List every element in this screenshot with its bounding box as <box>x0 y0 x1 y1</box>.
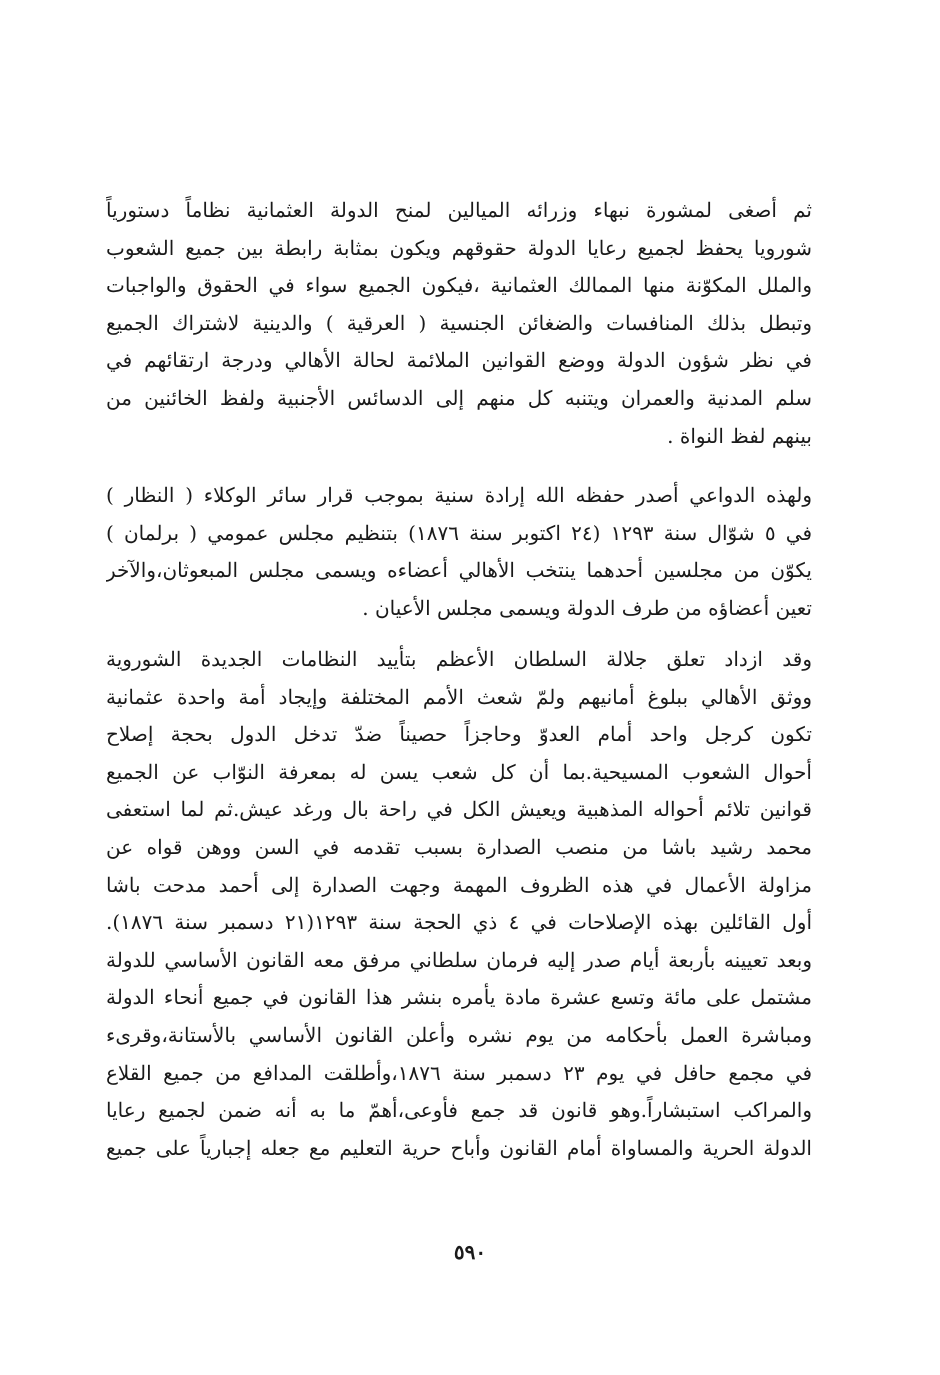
text-line: والمراكب استبشاراً.وهو قانون قد جمع فأوعى،أهمّ ما به أنه ضمن لجميع رعايا <box>106 1098 812 1123</box>
paragraph-2 <box>106 477 812 627</box>
text-line: في نظر شؤون الدولة ووضع القوانين الملائمة لحالة الأهالي ودرجة ارتقائهم في <box>106 348 812 373</box>
text-line: في مجمع حافل في يوم ٢٣ دسمبر سنة ١٨٧٦،وأطلقت المدافع من جميع القلاع <box>106 1060 812 1085</box>
text-line: مشتمل على مائة وتسع عشرة مادة يأمره بنشر هذا القانون في جميع أنحاء الدولة <box>106 985 812 1010</box>
text-line: مزاولة الأعمال في هذه الظروف المهمة وجهت الصدارة إلى أحمد مدحت باشا <box>106 872 812 897</box>
text-line: والملل المكوّنة منها الممالك العثمانية ،فيكون الجميع سواء في الحقوق والواجبات <box>106 273 812 298</box>
text-line: بينهم لفظ النواة . <box>667 423 812 448</box>
page-number: ٥٩٠ <box>453 1240 487 1264</box>
text-line: يكوّن من مجلسين أحدهما ينتخب الأهالي أعضاءه ويسمى مجلس المبعوثان،والآخر <box>106 558 812 583</box>
text-line: سلم المدنية والعمران ويتنبه كل منهم إلى الدسائس الأجنبية ولفظ الخائنين من <box>106 385 812 410</box>
text-line: أحوال الشعوب المسيحية.بما أن كل شعب يسن له بمعرفة النوّاب عن الجميع <box>106 759 812 784</box>
paragraph-1 <box>106 192 812 455</box>
text-line: وقد ازداد تعلق جلالة السلطان الأعظم بتأييد النظامات الجديدة الشوروية <box>106 647 812 671</box>
text-line: وتبطل بذلك المنافسات والضغائن الجنسية ( العرقية ) والدينية لاشتراك الجميع <box>106 310 812 335</box>
text-line: الدولة الحرية والمساواة أمام القانون وأباح حرية التعليم مع جعله إجبارياً على جميع <box>106 1135 812 1160</box>
paragraph-3 <box>106 641 812 1167</box>
text-line: في ٥ شوّال سنة ١٢٩٣ (٢٤ اكتوبر سنة ١٨٧٦) بتنظيم مجلس عمومي ( برلمان ) <box>106 520 812 545</box>
text-line: ومباشرة العمل بأحكامه من يوم نشره وأعلن القانون الأساسي بالأستانة،وقرىء <box>106 1022 812 1047</box>
text-line: شورويا يحفظ لجميع رعايا الدولة حقوقهم ويكون بمثابة رابطة بين جميع الشعوب <box>106 235 812 260</box>
text-line: تكون كرجل واحد أمام العدوّ وحاجزاً حصيناً ضدّ تدخل الدول بحجة إصلاح <box>106 722 812 747</box>
text-line: أول القائلين بهذه الإصلاحات في ٤ ذي الحجة سنة ١٢٩٣(٢١ دسمبر سنة ١٨٧٦). <box>106 910 812 935</box>
text-line: ثم أصغى لمشورة نبهاء وزرائه الميالين لمنح الدولة العثمانية نظاماً دستورياً <box>106 198 812 222</box>
text-line: قوانين تلائم أحواله المذهبية ويعيش الكل في راحة بال ورغد عيش.ثم لما استعفى <box>106 797 812 822</box>
text-line: ووثق الأهالي ببلوغ أمانيهم ولمّ شعث الأمم المختلفة وإيجاد أمة واحدة عثمانية <box>106 684 812 709</box>
text-line: محمد رشيد باشا من منصب الصدارة بسبب تقدمه في السن ووهن قواه عن <box>106 834 812 859</box>
text-line: ولهذه الدواعي أصدر حفظه الله إرادة سنية بموجب قرار سائر الوكلاء ( النظار ) <box>106 483 812 507</box>
text-line: تعين أعضاؤه من طرف الدولة ويسمى مجلس الأعيان . <box>362 595 812 620</box>
text-line: وبعد تعيينه بأربعة أيام صدر إليه فرمان سلطاني مرفق معه القانون الأساسي للدولة <box>106 947 812 972</box>
